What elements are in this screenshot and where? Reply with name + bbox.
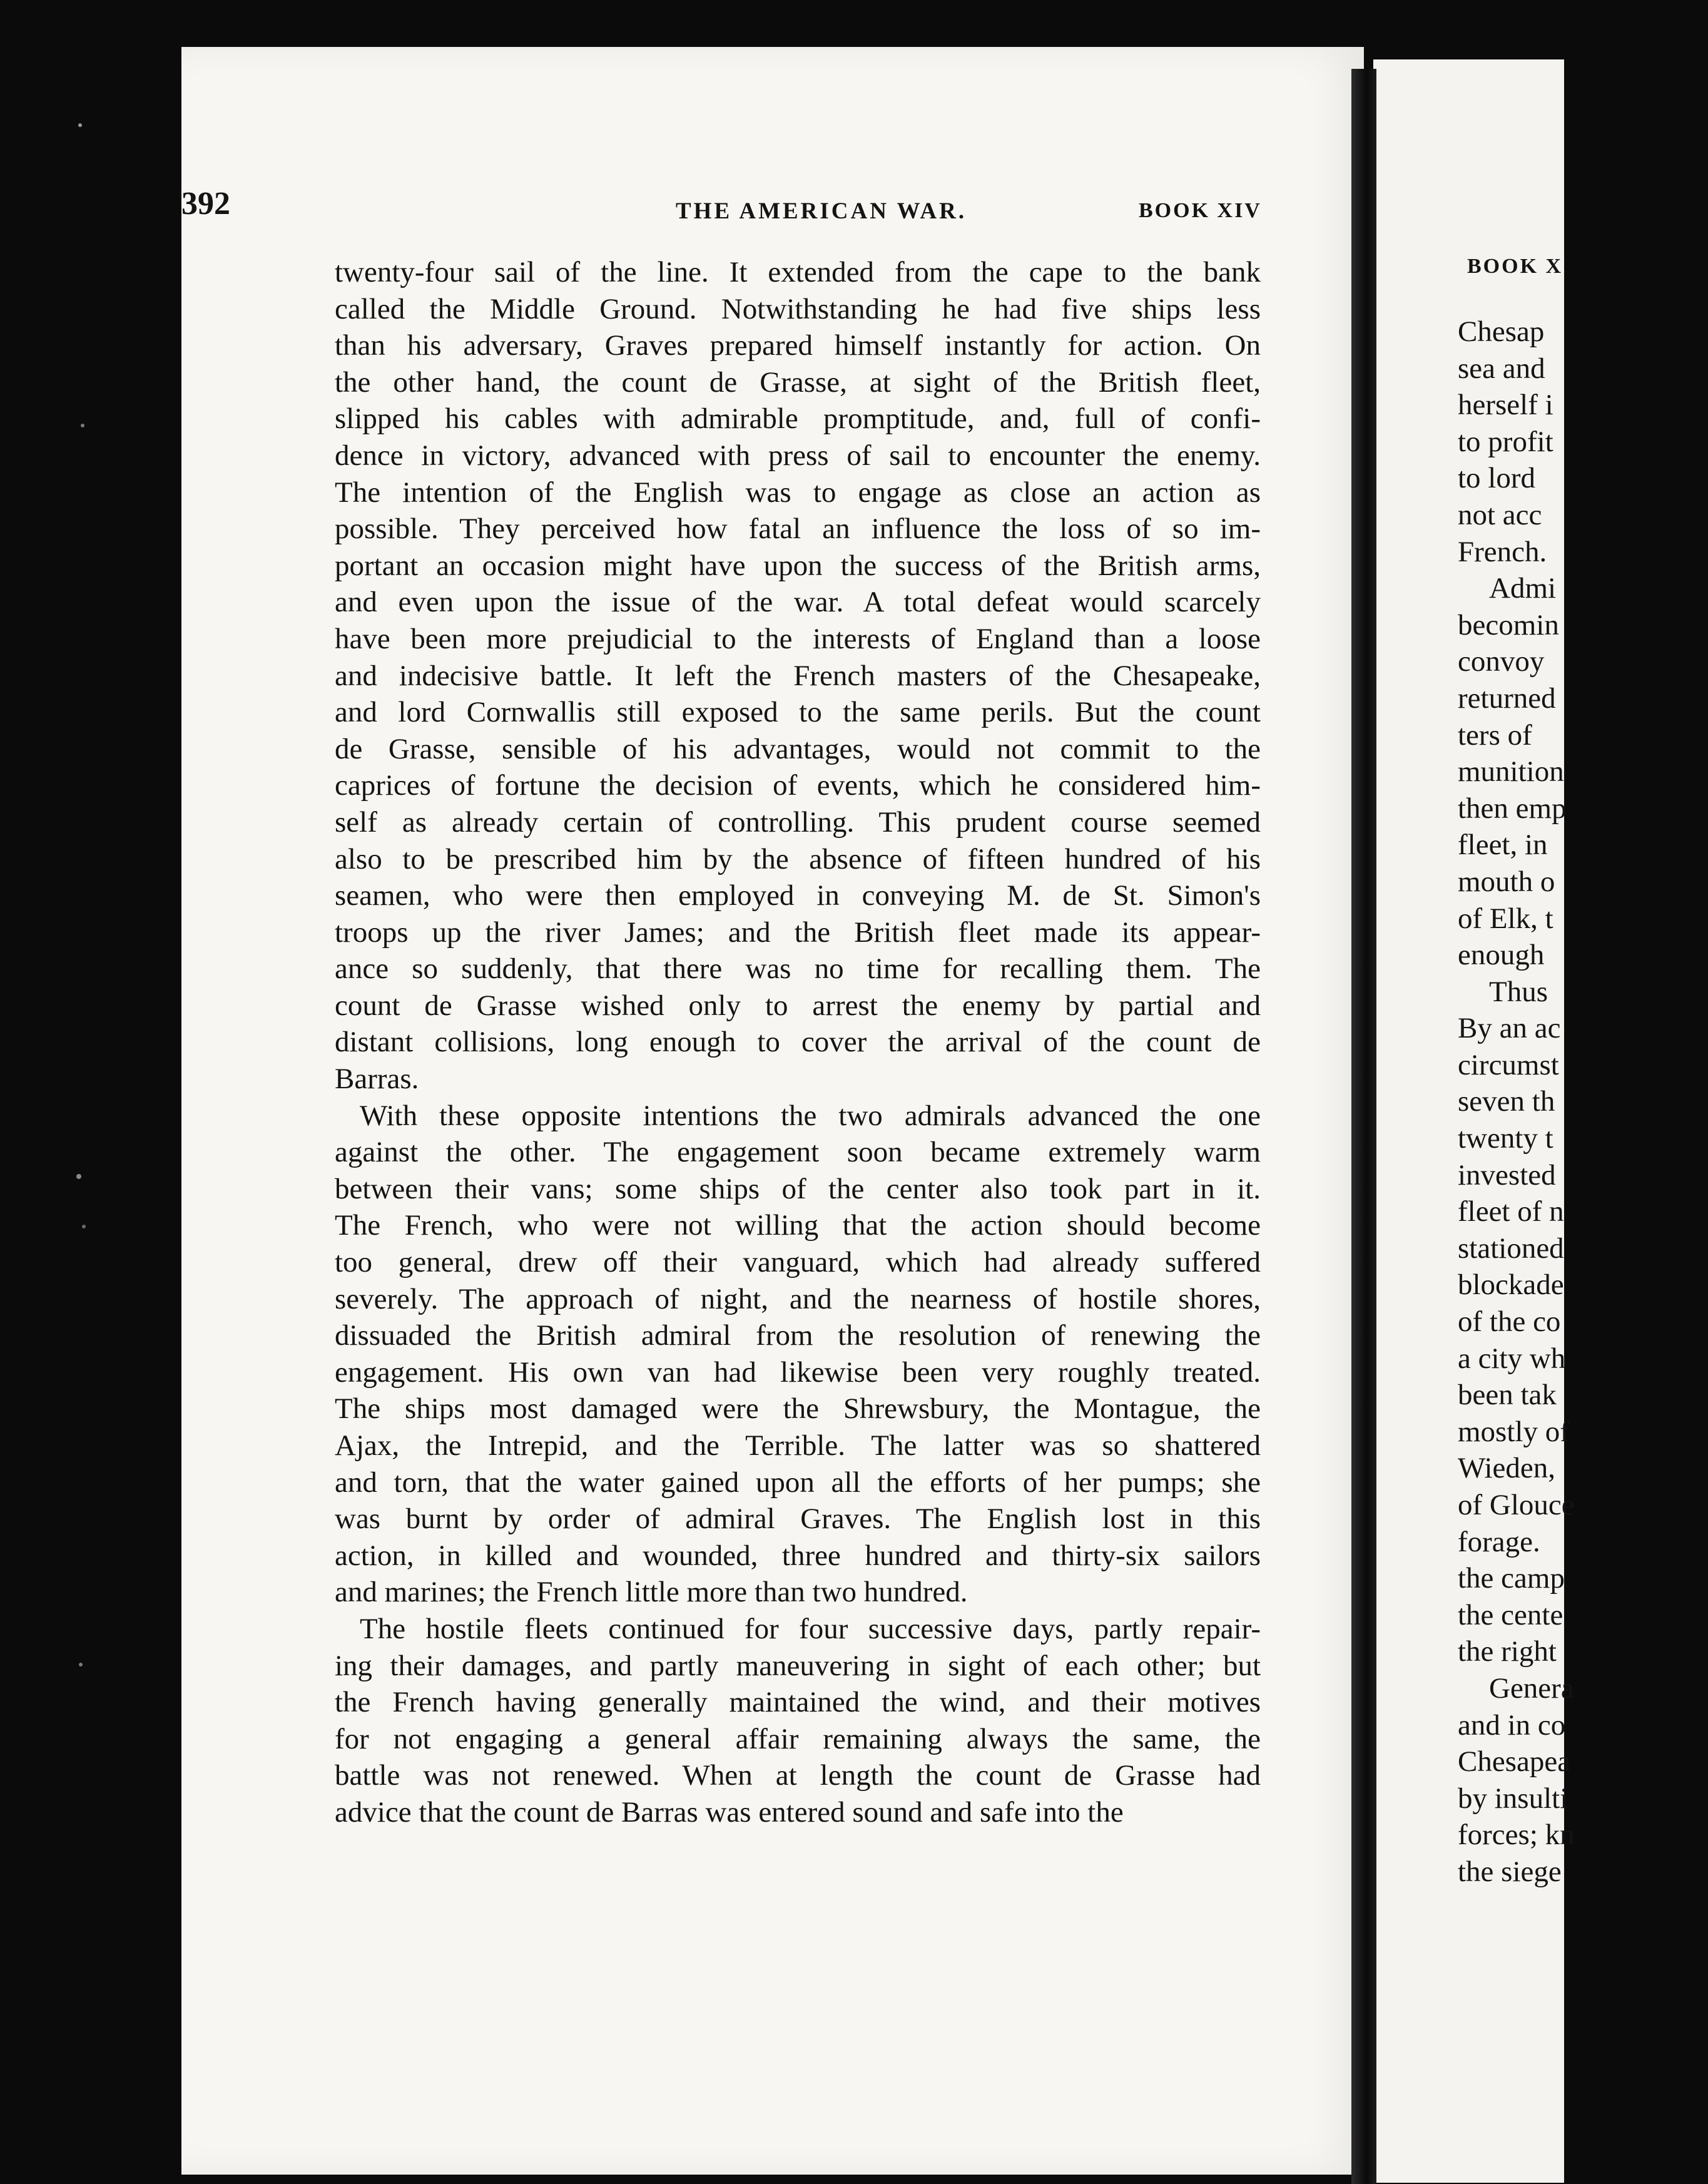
right-page-line: Wieden, [1458, 1452, 1556, 1485]
right-page-line: mostly of [1458, 1415, 1570, 1448]
right-page-line: stationed [1458, 1232, 1564, 1265]
text-line: twenty-four sail of the line. It extended from the cape to the bank [335, 256, 1261, 288]
text-line: too general, drew off their vanguard, which had already suffered [335, 1246, 1261, 1279]
text-line: count de Grasse wished only to arrest the enemy by partial and [335, 989, 1261, 1022]
right-page-line: forage. [1458, 1525, 1540, 1558]
text-line: and lord Cornwallis still exposed to the same perils. But the count [335, 696, 1261, 729]
text-line: slipped his cables with admirable promptitude, and, full of confi- [335, 402, 1261, 436]
right-page-line: and in co [1458, 1708, 1566, 1742]
right-page-line: Thus [1489, 975, 1548, 1008]
text-line: Barras. [335, 1063, 419, 1096]
text-line: seamen, who were then employed in conveying M. de St. Simon's [335, 879, 1261, 912]
text-line: The ships most damaged were the Shrewsbury, the Montague, the [335, 1392, 1261, 1426]
right-page-line: munition [1458, 755, 1564, 788]
text-line: the other hand, the count de Grasse, at sight of the British fleet, [335, 365, 1261, 399]
right-page-line: fleet, in [1458, 829, 1548, 862]
right-page-line: the cente [1458, 1598, 1563, 1631]
right-page-line: blockade [1458, 1268, 1564, 1302]
right-page-line: the camp [1458, 1562, 1565, 1595]
right-page-line: returned [1458, 681, 1556, 715]
right-page-line: fleet of n [1458, 1195, 1564, 1228]
right-page-line: Chesap [1458, 315, 1545, 348]
right-page-line: Admi [1489, 572, 1557, 605]
text-line: engagement. His own van had likewise been very roughly treated. [335, 1355, 1261, 1389]
right-page-line: sea and [1458, 352, 1545, 385]
text-line: dissuaded the British admiral from the resolution of renewing the [335, 1319, 1261, 1352]
text-line: portant an occasion might have upon the success of the British arms, [335, 549, 1261, 582]
right-page-line: becomin [1458, 608, 1559, 641]
text-line: The French, who were not willing that the action should become [335, 1209, 1261, 1242]
right-page-text [1458, 314, 1708, 1891]
right-page-line: circumst [1458, 1048, 1559, 1081]
body-text [335, 254, 1261, 1831]
text-line: the French having generally maintained the wind, and their motives [335, 1686, 1261, 1719]
right-page-line: to lord [1458, 462, 1536, 495]
text-line: With these opposite intentions the two admirals advanced the one [360, 1099, 1261, 1132]
text-line: severely. The approach of night, and the nearness of hostile shores, [335, 1282, 1261, 1315]
page-number: 392 [181, 186, 230, 222]
right-page-line: the right [1458, 1635, 1557, 1668]
right-page-line: herself i [1458, 389, 1553, 422]
text-line: The hostile fleets continued for four successive days, partly repair- [360, 1612, 1261, 1645]
right-page-line: by insulti [1458, 1782, 1568, 1815]
text-line: Ajax, the Intrepid, and the Terrible. The latter was so shattered [335, 1429, 1261, 1462]
text-line: distant collisions, long enough to cover the arrival of the count de [335, 1026, 1261, 1059]
text-line: dence in victory, advanced with press of sail to encounter the enemy. [335, 439, 1261, 472]
right-page-line: forces; kn [1458, 1819, 1575, 1852]
book-label: BOOK XIV [1139, 199, 1262, 222]
right-page-line: By an ac [1458, 1012, 1561, 1045]
text-line: caprices of fortune the decision of events, which he considered him- [335, 769, 1261, 802]
text-line: and even upon the issue of the war. A total defeat would scarcely [335, 586, 1261, 619]
scan-speckles [75, 125, 88, 1877]
right-page-line: Chesapea [1458, 1745, 1571, 1778]
text-line: de Grasse, sensible of his advantages, would not commit to the [335, 732, 1261, 765]
right-page-line: of Elk, t [1458, 902, 1553, 935]
right-page-line: of Glouce [1458, 1489, 1575, 1521]
right-page-line: twenty t [1458, 1122, 1553, 1155]
text-line: also to be prescribed him by the absence of fifteen hundred of his [335, 842, 1261, 875]
right-page-line: seven th [1458, 1085, 1555, 1118]
text-line: have been more prejudicial to the interests of England than a loose [335, 622, 1261, 655]
text-line: and indecisive battle. It left the French masters of the Chesapeake, [335, 659, 1261, 692]
right-page-line: French. [1458, 535, 1547, 568]
text-line: self as already certain of controlling. This prudent course seemed [335, 805, 1261, 839]
text-line: called the Middle Ground. Notwithstanding he had five ships less [335, 292, 1261, 325]
right-page-line: of the co [1458, 1305, 1561, 1339]
text-line: troops up the river James; and the British fleet made its appear- [335, 916, 1261, 949]
book-gutter [1351, 69, 1376, 2184]
right-page-line: been tak [1458, 1379, 1557, 1412]
right-page-line: to profit [1458, 425, 1553, 458]
text-line: The intention of the English was to engage as close an action as [335, 476, 1261, 509]
text-line: ing their damages, and partly maneuvering in sight of each other; but [335, 1649, 1261, 1682]
text-line: against the other. The engagement soon became extremely warm [335, 1136, 1261, 1169]
right-page-line: the siege [1458, 1855, 1562, 1888]
text-line: between their vans; some ships of the center also took part in it. [335, 1172, 1261, 1205]
text-line: than his adversary, Graves prepared himself instantly for action. On [335, 329, 1261, 362]
right-page-line: invested [1458, 1158, 1556, 1192]
text-line: battle was not renewed. When at length the count de Grasse had [335, 1759, 1261, 1792]
right-page-line: then emp [1458, 792, 1567, 825]
text-line: action, in killed and wounded, three hundred and thirty-six sailors [335, 1539, 1261, 1572]
right-page-line: convoy [1458, 645, 1545, 678]
right-page-line: mouth o [1458, 865, 1555, 898]
right-page-line: enough [1458, 939, 1545, 972]
text-line: and marines; the French little more than two hundred. [335, 1576, 968, 1609]
running-title: THE AMERICAN WAR. [676, 198, 967, 224]
right-page-line: a city wh [1458, 1342, 1566, 1375]
text-line: and torn, that the water gained upon all the efforts of her pumps; she [335, 1466, 1261, 1499]
right-page-line: not acc [1458, 498, 1542, 531]
text-line: possible. They perceived how fatal an influence the loss of so im- [335, 513, 1261, 546]
right-page-line: Genera [1489, 1671, 1574, 1705]
text-line: ance so suddenly, that there was no time for recalling them. The [335, 952, 1261, 986]
right-page-book-label: BOOK X [1467, 255, 1563, 278]
text-line: for not engaging a general affair remaining always the same, the [335, 1722, 1261, 1755]
right-page-line: ters of [1458, 718, 1532, 752]
text-line: was burnt by order of admiral Graves. The English lost in this [335, 1503, 1261, 1536]
right-page [1373, 59, 1575, 2183]
text-line: advice that the count de Barras was entered sound and safe into the [335, 1795, 1124, 1829]
